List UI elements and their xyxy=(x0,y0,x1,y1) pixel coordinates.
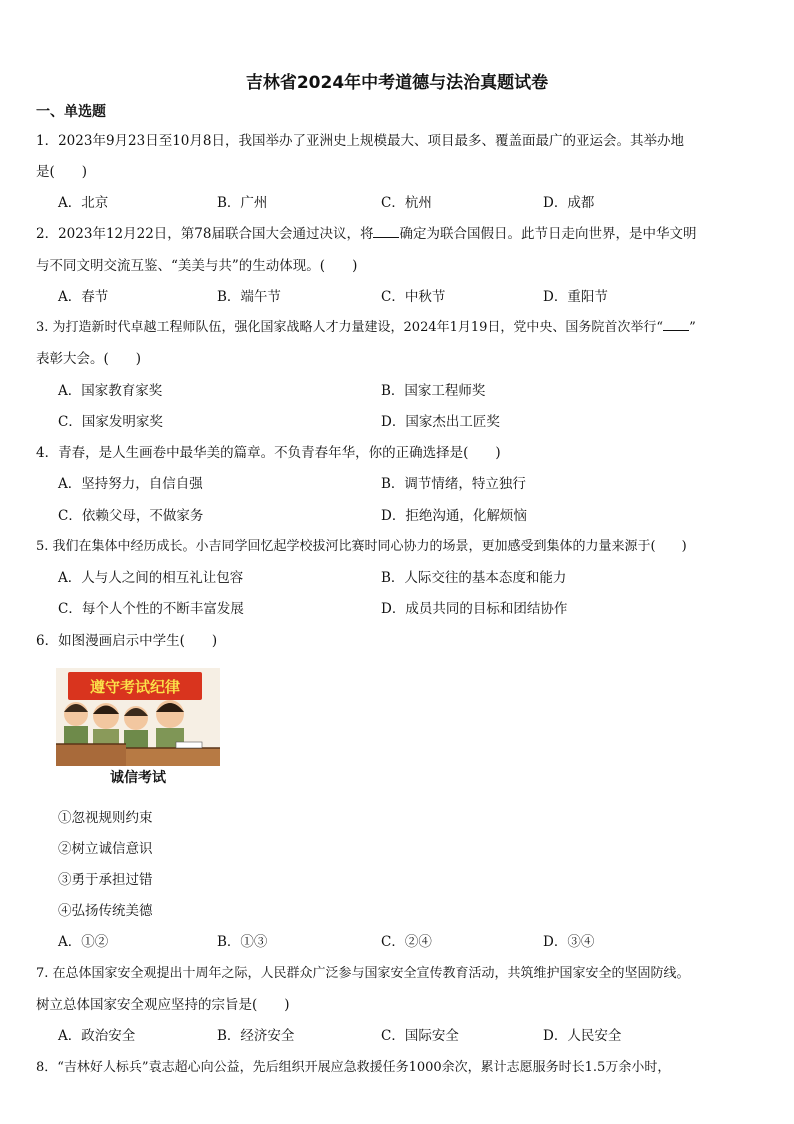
q1-option-d: D．成都 xyxy=(543,195,595,211)
q3-option-a: A．国家教育家奖 xyxy=(58,383,163,399)
q5-stem-line1: 5. 我们在集体中经历成长。小吉同学回忆起学校拔河比赛时同心协力的场景，更加感受到集体的力量来源于( ) xyxy=(36,539,687,554)
q6-statement-4: ④弘扬传统美德 xyxy=(58,903,153,919)
q6-statement-3: ③勇于承担过错 xyxy=(58,872,153,888)
q2-stem-line2: 与不同文明交流互鉴、“美美与共”的生动体现。( ) xyxy=(36,258,358,274)
q6-option-b: B．①③ xyxy=(217,934,268,950)
q6-option-c: C．②④ xyxy=(381,934,432,950)
q7-stem-line2: 树立总体国家安全观应坚持的宗旨是( ) xyxy=(36,997,290,1013)
q6-stem-line1: 6．如图漫画启示中学生( ) xyxy=(36,633,218,649)
answer-blank xyxy=(663,318,689,331)
q7-option-a: A．政治安全 xyxy=(58,1028,136,1044)
q3-stem-line1 xyxy=(36,316,696,335)
q4-option-a: A．坚持努力，自信自强 xyxy=(58,476,203,492)
q6-option-a: A．①② xyxy=(58,934,109,950)
q2-stem-line1 xyxy=(36,222,696,242)
q4-stem-line1: 4．青春，是人生画卷中最华美的篇章。不负青春年华，你的正确选择是( ) xyxy=(36,445,501,461)
figure-caption: 诚信考试 xyxy=(110,770,166,786)
q3-stem-line2: 表彰大会。( ) xyxy=(36,351,142,367)
q7-option-c: C．国际安全 xyxy=(381,1028,459,1044)
q2-option-c: C．中秋节 xyxy=(381,289,446,305)
q5-option-a: A．人与人之间的相互礼让包容 xyxy=(58,570,244,586)
q3-option-d: D．国家杰出工匠奖 xyxy=(381,414,500,430)
q7-option-b: B．经济安全 xyxy=(217,1028,295,1044)
q1-option-b: B．广州 xyxy=(217,195,268,211)
q5-option-b: B．人际交往的基本态度和能力 xyxy=(381,570,567,586)
q5-option-c: C．每个人个性的不断丰富发展 xyxy=(58,601,244,617)
q2-option-b: B．端午节 xyxy=(217,289,281,305)
q2-stem-part1: 2．2023年12月22日，第78届联合国大会通过决议，将 xyxy=(36,226,374,242)
cartoon-banner-text: 遵守考试纪律 xyxy=(89,678,181,696)
q6-option-d: D．③④ xyxy=(543,934,595,950)
section-heading: 一、单选题 xyxy=(36,104,106,120)
q2-option-d: D．重阳节 xyxy=(543,289,608,305)
q3-stem-part2: ” xyxy=(689,320,696,335)
q2-stem-part2: 确定为联合国假日。此节日走向世界，是中华文明 xyxy=(399,226,697,242)
page-title: 吉林省2024年中考道德与法治真题试卷 xyxy=(245,73,549,93)
q5-option-d: D．成员共同的目标和团结协作 xyxy=(381,601,568,617)
q6-statement-1: ①忽视规则约束 xyxy=(58,810,153,826)
q1-option-c: C．杭州 xyxy=(381,195,432,211)
q3-option-b: B．国家工程师奖 xyxy=(381,383,486,399)
q2-option-a: A．春节 xyxy=(58,289,109,305)
q6-statement-2: ②树立诚信意识 xyxy=(58,841,153,857)
q7-stem-line1: 7. 在总体国家安全观提出十周年之际，人民群众广泛参与国家安全宣传教育活动，共筑维护国家安全的坚固防线。 xyxy=(36,966,690,981)
q1-stem-line2: 是( ) xyxy=(36,164,88,180)
q8-stem-line1: 8．“吉林好人标兵”袁志超心向公益，先后组织开展应急救援任务1000余次，累计志愿服务时长1.5万余小时， xyxy=(36,1060,671,1075)
q4-option-d: D．拒绝沟通，化解烦恼 xyxy=(381,508,527,524)
q3-stem-part1: 3. 为打造新时代卓越工程师队伍，强化国家战略人才力量建设，2024年1月19日，党中央、国务院首次举行“ xyxy=(36,320,664,335)
q1-stem-line1: 1．2023年9月23日至10月8日，我国举办了亚洲史上规模最大、项目最多、覆盖面最广的亚运会。其举办地 xyxy=(36,133,684,149)
q4-option-b: B．调节情绪，特立独行 xyxy=(381,476,526,492)
q1-option-a: A．北京 xyxy=(58,195,109,211)
q4-option-c: C．依赖父母，不做家务 xyxy=(58,508,204,524)
q3-option-c: C．国家发明家奖 xyxy=(58,414,163,430)
answer-blank xyxy=(373,225,399,238)
exam-cartoon-image xyxy=(56,668,220,766)
q7-option-d: D．人民安全 xyxy=(543,1028,622,1044)
